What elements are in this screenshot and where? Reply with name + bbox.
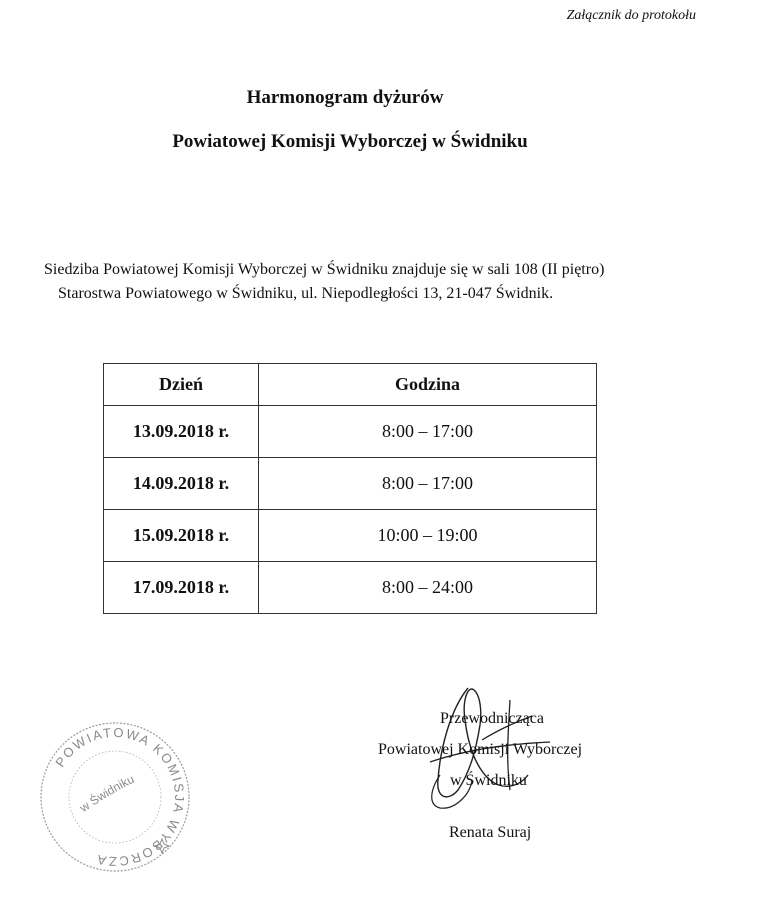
- signatory-name: Renata Suraj: [449, 824, 532, 841]
- signatory-block: [378, 703, 618, 796]
- row-day: 14.09.2018 r.: [104, 458, 259, 510]
- document-title: Harmonogram dyżurów: [246, 87, 444, 108]
- stamp-outer-text: POWIATOWA KOMISJA WYBORCZA: [52, 724, 188, 870]
- table-header-row: [104, 364, 597, 406]
- row-hours: 8:00 – 24:00: [259, 562, 597, 614]
- annex-label: Załącznik do protokołu: [566, 8, 696, 23]
- row-day: 17.09.2018 r.: [104, 562, 259, 614]
- signatory-role: Przewodnicząca: [440, 710, 544, 727]
- table-row: [104, 458, 597, 510]
- duty-schedule-table: [103, 363, 597, 614]
- table-row: [104, 562, 597, 614]
- row-day: 13.09.2018 r.: [104, 406, 259, 458]
- document-subtitle: Powiatowej Komisji Wyborczej w Świdniku: [172, 131, 528, 152]
- header-day: Dzień: [104, 364, 259, 406]
- stamp-inner-text: w Świdniku: [77, 771, 137, 815]
- intro-line-2: Starostwa Powiatowego w Świdniku, ul. Niepodległości 13, 21-047 Świdnik.: [58, 285, 554, 302]
- header-hours: Godzina: [259, 364, 597, 406]
- row-hours: 8:00 – 17:00: [259, 406, 597, 458]
- row-hours: 10:00 – 19:00: [259, 510, 597, 562]
- official-stamp: [36, 718, 194, 876]
- row-day: 15.09.2018 r.: [104, 510, 259, 562]
- intro-line-1: Siedziba Powiatowej Komisji Wyborczej w Świdniku znajduje się w sali 108 (II piętro): [44, 261, 605, 278]
- table-row: [104, 510, 597, 562]
- intro-paragraph: [44, 258, 734, 306]
- signatory-body: Powiatowej Komisji Wyborczej: [378, 741, 583, 758]
- table-row: [104, 406, 597, 458]
- signatory-location: w Świdniku: [450, 772, 527, 789]
- row-hours: 8:00 – 17:00: [259, 458, 597, 510]
